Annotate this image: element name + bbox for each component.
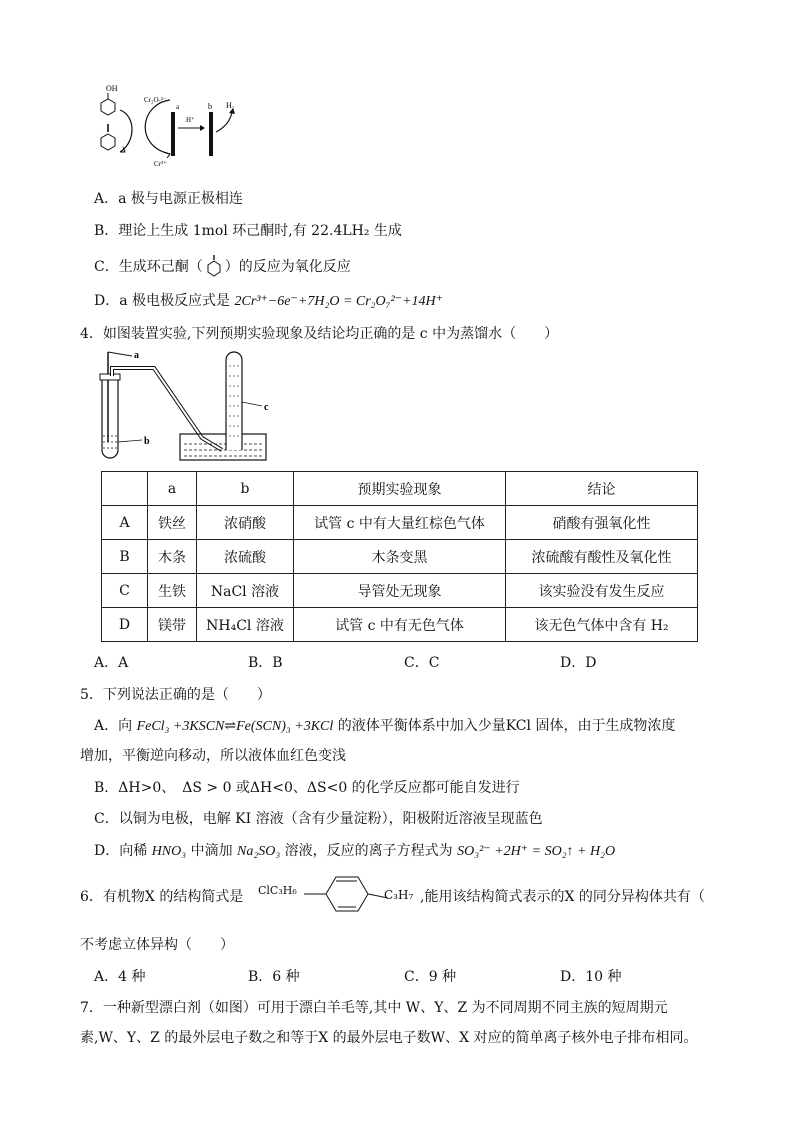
table-row xyxy=(102,608,698,642)
q5-d-eq: SO₃²⁻ +2H⁺ = SO₂↑ + H₂O xyxy=(457,844,616,859)
table-cell: 该实验没有发生反应 xyxy=(506,574,698,608)
table-row xyxy=(102,574,698,608)
table-cell: 镁带 xyxy=(148,608,197,642)
q6-choice-a[interactable]: A．4 种 xyxy=(94,969,146,985)
table-header: 结论 xyxy=(506,472,698,506)
table-header xyxy=(102,472,148,506)
q3-option-c[interactable] xyxy=(94,254,351,278)
cyclohexanone-icon xyxy=(203,254,225,278)
q6-stem xyxy=(80,886,243,906)
q5-d-na2so3: Na₂SO₃ xyxy=(237,844,281,859)
q5-option-a-line2: 增加，平衡逆向移动，所以液体血红色变浅 xyxy=(80,748,346,764)
q5-a-formula: FeCl₃ +3KSCN⇌Fe(SCN)₃ +3KCl xyxy=(136,719,334,734)
fig-label-a: a xyxy=(176,103,180,111)
table-cell: NaCl 溶液 xyxy=(197,574,294,608)
q3-option-d-text: D．a 极电极反应式是 xyxy=(94,293,235,309)
q3-option-d[interactable] xyxy=(94,290,443,310)
electrolysis-figure xyxy=(92,82,252,172)
q6-stem-pre: 6．有机物X 的结构简式是 xyxy=(80,889,244,905)
table-row xyxy=(102,540,698,574)
table-cell: 该无色气体中含有 H₂ xyxy=(506,608,698,642)
table-cell: 浓硝酸 xyxy=(197,506,294,540)
table-cell: 铁丝 xyxy=(148,506,197,540)
q5-d-hno3: HNO₃ xyxy=(151,844,187,859)
q3-option-d-formula: 2Cr³⁺−6e⁻+7H₂O = Cr₂O₇²⁻+14H⁺ xyxy=(234,294,444,309)
table-cell: 浓硫酸有酸性及氧化性 xyxy=(506,540,698,574)
table-cell: A xyxy=(102,506,148,540)
table-cell: 试管 c 中有大量红棕色气体 xyxy=(294,506,506,540)
q3-option-a[interactable]: A．a 极与电源正极相连 xyxy=(94,191,243,207)
q5-d-mid1: 中滴加 xyxy=(186,843,238,859)
table-cell: 木条变黑 xyxy=(294,540,506,574)
table-cell: 木条 xyxy=(148,540,197,574)
q5-a-pre: A．向 xyxy=(94,718,137,734)
table-cell: B xyxy=(102,540,148,574)
q6-stem-line2: 不考虑立体异构（ ） xyxy=(80,937,234,953)
q6-right-group: C₃H₇ xyxy=(384,888,414,902)
q4-table xyxy=(101,471,698,642)
q7-line1: 7．一种新型漂白剂（如图）可用于漂白羊毛等,其中 W、Y、Z 为不同周期不同主族的短周期元 xyxy=(80,1000,668,1016)
q4-choice-a[interactable]: A．A xyxy=(94,655,129,671)
q6-choice-d[interactable]: D．10 种 xyxy=(560,969,622,985)
q5-option-c[interactable]: C．以铜为电极，电解 KI 溶液（含有少量淀粉），阳极附近溶液呈现蓝色 xyxy=(94,811,543,827)
q7-line2: 素,W、Y、Z 的最外层电子数之和等于X 的最外层电子数W、X 对应的简单离子核外电子排布相同。 xyxy=(80,1030,698,1046)
fig-label-h-plus: H⁺ xyxy=(186,116,195,124)
q3-option-b[interactable]: B．理论上生成 1mol 环己酮时,有 22.4LH₂ 生成 xyxy=(94,223,402,239)
table-cell: NH₄Cl 溶液 xyxy=(197,608,294,642)
table-cell: D xyxy=(102,608,148,642)
q6-choice-c[interactable]: C．9 种 xyxy=(404,969,457,985)
apparatus-figure xyxy=(96,346,286,468)
q4-choice-b[interactable]: B．B xyxy=(248,655,283,671)
table-header: b xyxy=(197,472,294,506)
q5-stem: 5．下列说法正确的是（ ） xyxy=(80,687,271,703)
table-cell: 导管处无现象 xyxy=(294,574,506,608)
table-cell: 试管 c 中有无色气体 xyxy=(294,608,506,642)
q3-option-c-tail: ）的反应为氧化反应 xyxy=(224,259,351,275)
fig-label-oh: OH xyxy=(106,84,118,93)
table-row xyxy=(102,506,698,540)
fig-label-b: b xyxy=(208,102,212,111)
q5-option-a[interactable] xyxy=(94,715,675,735)
q6-stem-post: ,能用该结构简式表示的X 的同分异构体共有（ xyxy=(420,889,705,905)
fig-label-h2: H₂ xyxy=(226,101,235,110)
q5-d-mid2: 溶液，反应的离子方程式为 xyxy=(280,843,458,859)
table-cell: 硝酸有强氧化性 xyxy=(506,506,698,540)
table-header-row xyxy=(102,472,698,506)
q4-stem: 4．如图装置实验,下列预期实验现象及结论均正确的是 c 中为蒸馏水（ ） xyxy=(80,326,559,342)
table-header: a xyxy=(148,472,197,506)
fig-label-a4: a xyxy=(134,350,139,361)
fig-label-c4: c xyxy=(264,402,269,413)
q4-choice-d[interactable]: D．D xyxy=(560,655,597,671)
q3-option-c-text: C．生成环己酮（ xyxy=(94,259,203,275)
benzene-ring-icon xyxy=(302,872,392,916)
q6-choice-b[interactable]: B．6 种 xyxy=(248,969,300,985)
q4-choice-c[interactable]: C．C xyxy=(404,655,440,671)
q6-left-group: ClC₃H₆ xyxy=(258,884,297,897)
fig-label-cr3: Cr³⁺ xyxy=(154,160,167,168)
fig-label-cr2o7: Cr₂O₇²⁻ xyxy=(144,96,167,104)
q5-d-pre: D．向稀 xyxy=(94,843,152,859)
fig-label-b4: b xyxy=(144,436,150,447)
q5-option-b[interactable]: B．ΔH>0、 ΔS > 0 或ΔH<0、ΔS<0 的化学反应都可能自发进行 xyxy=(94,780,520,796)
q5-a-post: 的液体平衡体系中加入少量KCl 固体，由于生成物浓度 xyxy=(333,718,676,734)
table-cell: C xyxy=(102,574,148,608)
table-header: 预期实验现象 xyxy=(294,472,506,506)
table-cell: 生铁 xyxy=(148,574,197,608)
q5-option-d[interactable] xyxy=(94,840,615,860)
table-cell: 浓硫酸 xyxy=(197,540,294,574)
